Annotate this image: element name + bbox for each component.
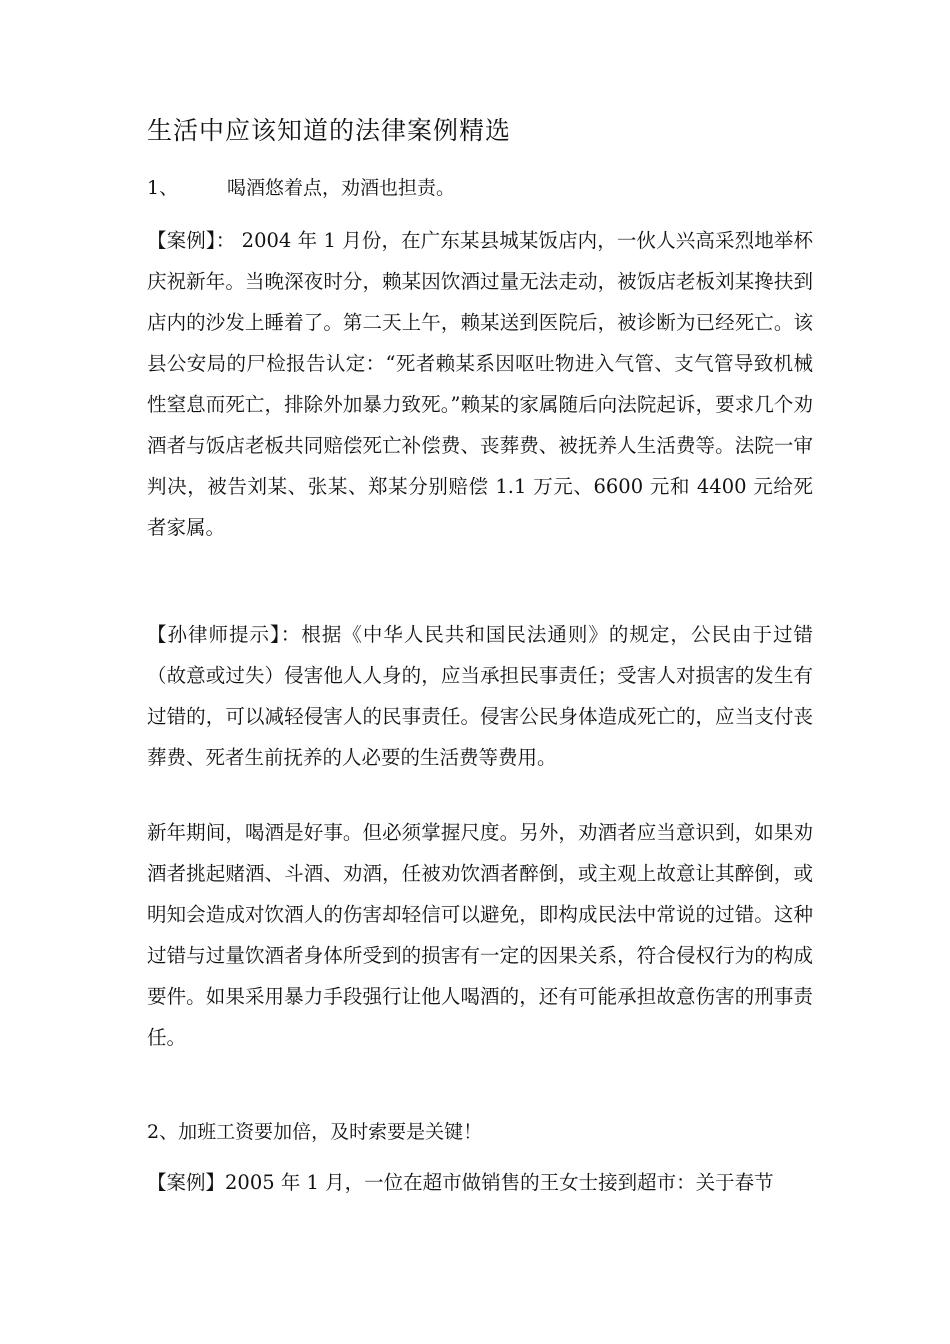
section-1-case-paragraph — [147, 220, 813, 548]
tip-label: 【孙律师提示】： — [147, 623, 302, 646]
case-label-2: 【案例】 — [147, 1171, 226, 1194]
section-1-tip-paragraph — [147, 614, 813, 778]
case-text: 2004 年 1 月份，在广东某县城某饭店内，一伙人兴高采烈地举杯庆祝新年。当晚深夜时分，赖某因饮酒过量无法走动，被饭店老板刘某搀扶到店内的沙发上睡着了。第二天上午，赖某送到医院后，被诊断为已经死亡。该县公安局的尸检报告认定：“死者赖某系因呕吐物进入气管、支气管导致机械性窒息而死亡，排除外加暴力致死。”赖某的家属随后向法院起诉，要求几个劝酒者与饭店老板共同赔偿死亡补偿费、丧葬费、被抚养人生活费等。法院一审判决，被告刘某、张某、郑某分别赔偿 1.1 万元、6600 元和 4400 元给死者家属。 — [147, 229, 813, 539]
section-2-case-paragraph — [147, 1162, 813, 1203]
section-1-extra-paragraph: 新年期间，喝酒是好事。但必须掌握尺度。另外，劝酒者应当意识到，如果劝酒者挑起赌酒、斗酒、劝酒，任被劝饮酒者醉倒，或主观上故意让其醉倒，或明知会造成对饮酒人的伤害却轻信可以避免，即构成民法中常说的过错。这种过错与过量饮酒者身体所受到的损害有一定的因果关系，符合侵权行为的构成要件。如果采用暴力手段强行让他人喝酒的，还有可能承担故意伤害的刑事责任。 — [147, 821, 813, 1049]
document-title: 生活中应该知道的法律案例精选 — [147, 116, 512, 145]
case-label: 【案例】： — [147, 229, 236, 252]
tip-text: 根据《中华人民共和国民法通则》的规定，公民由于过错（故意或过失）侵害他人人身的，应当承担民事责任；受害人对损害的发生有过错的，可以减轻侵害人的民事责任。侵害公民身体造成死亡的，应当支付丧葬费、死者生前抚养的人必要的生活费等费用。 — [147, 623, 813, 769]
section-2-heading: 2、加班工资要加倍，及时索要是关键！ — [147, 1121, 483, 1143]
case-text-2: 2005 年 1 月，一位在超市做销售的王女士接到超市：关于春节 — [225, 1171, 774, 1194]
section-1-heading-text: 喝酒悠着点，劝酒也担责。 — [227, 177, 456, 199]
section-1-heading — [147, 174, 455, 202]
section-1-number: 1、 — [147, 177, 179, 199]
